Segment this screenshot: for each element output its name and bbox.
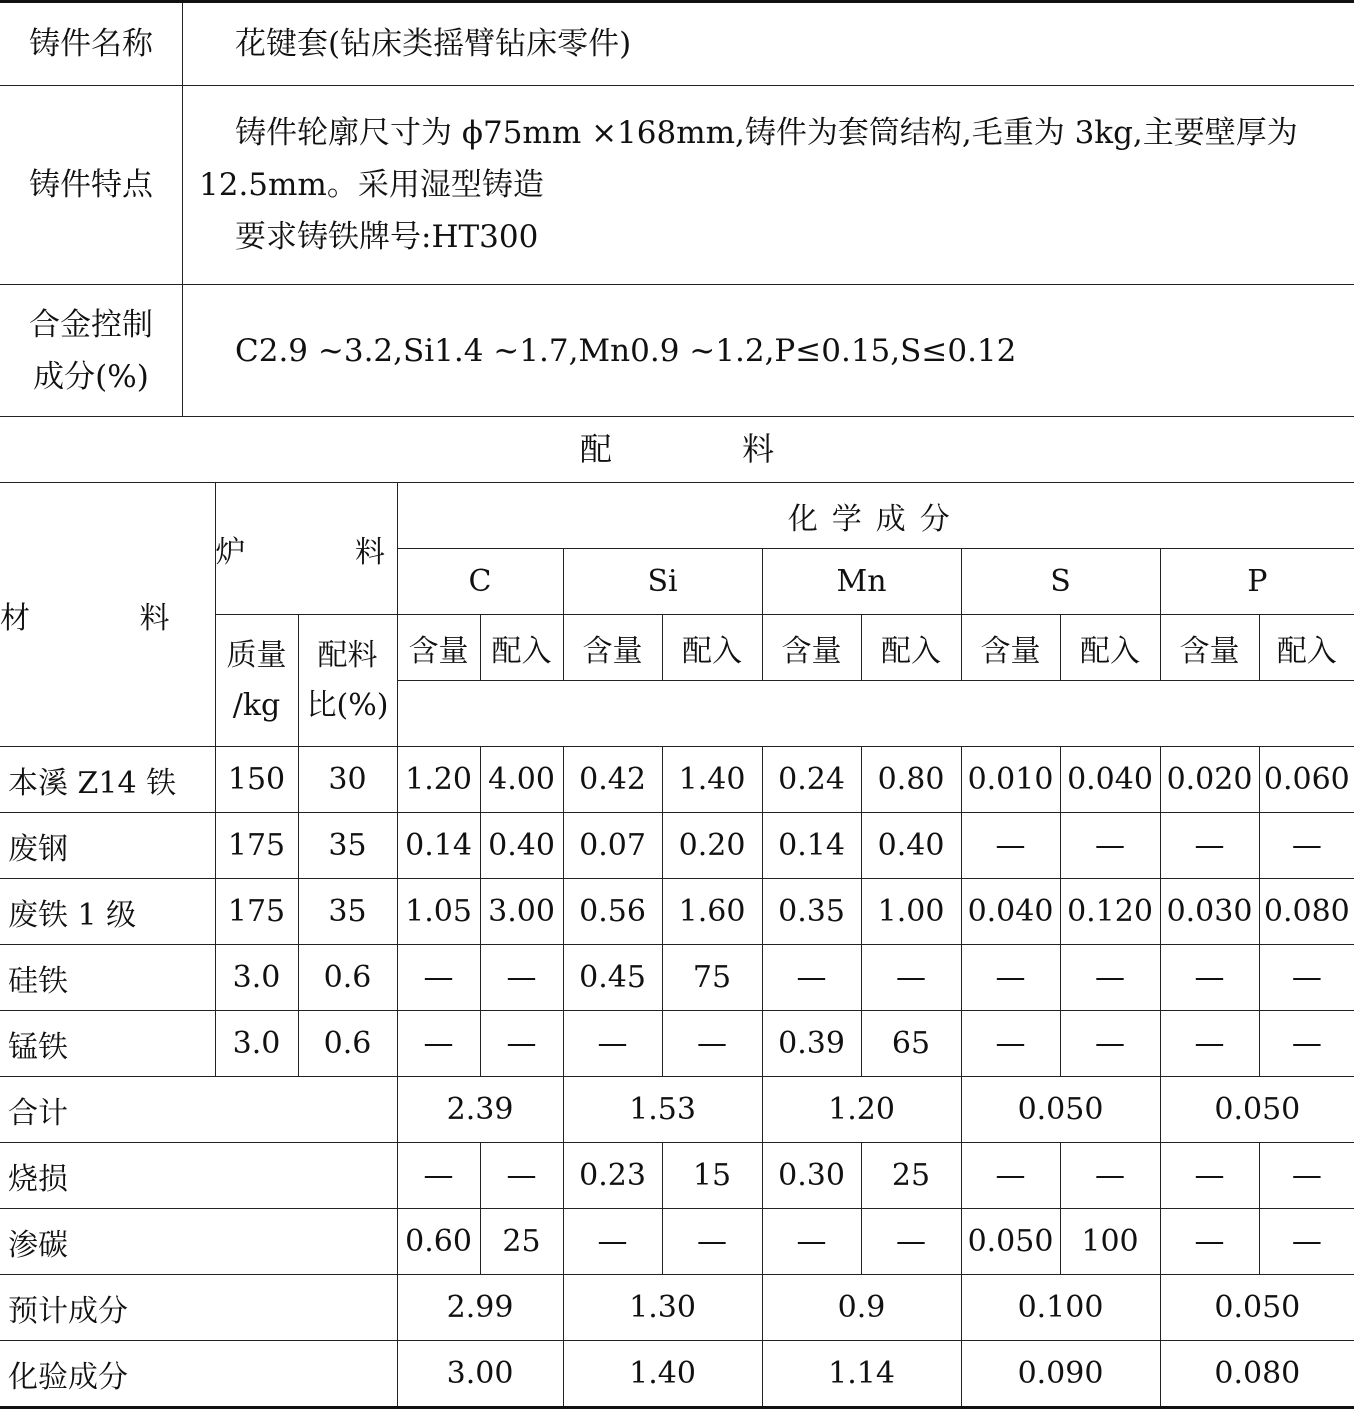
value-cell: 0.60 bbox=[397, 1209, 480, 1275]
value-cell: 4.00 bbox=[480, 747, 563, 813]
tested-label: 化验成分 bbox=[0, 1341, 397, 1408]
value-cell: — bbox=[1160, 945, 1259, 1011]
value-cell: — bbox=[1259, 1143, 1354, 1209]
value-cell: 0.020 bbox=[1160, 747, 1259, 813]
total-row bbox=[0, 1077, 1354, 1143]
value-cell: — bbox=[480, 945, 563, 1011]
casting-info-table bbox=[0, 0, 1354, 417]
value-cell: 0.050 bbox=[1160, 1275, 1354, 1341]
batching-table bbox=[0, 482, 1354, 1409]
mass-cell: 150 bbox=[215, 747, 298, 813]
material-name: 废铁 1 级 bbox=[0, 879, 215, 945]
ratio-cell: 35 bbox=[298, 813, 397, 879]
value-cell: 1.20 bbox=[397, 747, 480, 813]
expected-row bbox=[0, 1275, 1354, 1341]
total-label: 合计 bbox=[0, 1077, 397, 1143]
element-header: Mn bbox=[762, 549, 961, 615]
carb-row bbox=[0, 1209, 1354, 1275]
value-cell: — bbox=[563, 1209, 662, 1275]
value-cell: — bbox=[1160, 1011, 1259, 1077]
mass-cell: 175 bbox=[215, 813, 298, 879]
value-cell: 1.53 bbox=[563, 1077, 762, 1143]
value-cell: 0.40 bbox=[480, 813, 563, 879]
value-cell: — bbox=[480, 1011, 563, 1077]
value-cell: — bbox=[1160, 1209, 1259, 1275]
value-cell: — bbox=[1060, 1143, 1160, 1209]
alloy-control-label: 合金控制 成分(%) bbox=[0, 285, 183, 417]
feature-line-2: 12.5mm。采用湿型铸造 bbox=[199, 167, 544, 203]
value-cell: 0.060 bbox=[1259, 747, 1354, 813]
content-header: 含量 bbox=[1160, 615, 1259, 681]
material-row bbox=[0, 879, 1354, 945]
value-cell: 0.14 bbox=[762, 813, 861, 879]
carb-label: 渗碳 bbox=[0, 1209, 397, 1275]
mass-cell: 3.0 bbox=[215, 1011, 298, 1077]
header-row bbox=[0, 483, 1354, 549]
element-header: S bbox=[961, 549, 1160, 615]
value-cell: — bbox=[961, 945, 1060, 1011]
value-cell: 1.20 bbox=[762, 1077, 961, 1143]
value-cell: 2.99 bbox=[397, 1275, 563, 1341]
casting-name-label: 铸件名称 bbox=[0, 2, 183, 86]
ratio-header: 配料 比(%) bbox=[298, 615, 397, 747]
value-cell: 3.00 bbox=[480, 879, 563, 945]
ratio-cell: 30 bbox=[298, 747, 397, 813]
value-cell: 0.20 bbox=[662, 813, 762, 879]
material-row bbox=[0, 747, 1354, 813]
value-cell: 0.39 bbox=[762, 1011, 861, 1077]
burn-row bbox=[0, 1143, 1354, 1209]
value-cell: 1.40 bbox=[662, 747, 762, 813]
value-cell: 25 bbox=[480, 1209, 563, 1275]
value-cell: 3.00 bbox=[397, 1341, 563, 1408]
value-cell: 1.14 bbox=[762, 1341, 961, 1408]
value-cell: 0.050 bbox=[961, 1077, 1160, 1143]
value-cell: 65 bbox=[861, 1011, 961, 1077]
value-cell: 0.030 bbox=[1160, 879, 1259, 945]
material-name: 本溪 Z14 铁 bbox=[0, 747, 215, 813]
value-cell: 75 bbox=[662, 945, 762, 1011]
content-header: 含量 bbox=[563, 615, 662, 681]
expected-label: 预计成分 bbox=[0, 1275, 397, 1341]
value-cell: — bbox=[1160, 1143, 1259, 1209]
casting-feature-label: 铸件特点 bbox=[0, 86, 183, 285]
chem-header: 化学成分 bbox=[397, 483, 1354, 549]
value-cell: — bbox=[397, 1011, 480, 1077]
value-cell: — bbox=[563, 1011, 662, 1077]
value-cell: — bbox=[1259, 945, 1354, 1011]
value-cell: 0.56 bbox=[563, 879, 662, 945]
burn-label: 烧损 bbox=[0, 1143, 397, 1209]
value-cell: 0.35 bbox=[762, 879, 861, 945]
material-name: 硅铁 bbox=[0, 945, 215, 1011]
value-cell: 1.05 bbox=[397, 879, 480, 945]
value-cell: — bbox=[1160, 813, 1259, 879]
value-cell: — bbox=[1060, 945, 1160, 1011]
value-cell: — bbox=[397, 1143, 480, 1209]
value-cell: — bbox=[1259, 813, 1354, 879]
value-cell: — bbox=[861, 1209, 961, 1275]
mass-header: 质量 /kg bbox=[215, 615, 298, 747]
value-cell: 0.23 bbox=[563, 1143, 662, 1209]
feature-line-1: 铸件轮廓尺寸为 ϕ75mm ×168mm,铸件为套筒结构,毛重为 3kg,主要壁厚为 bbox=[235, 115, 1298, 151]
value-cell: 0.050 bbox=[961, 1209, 1060, 1275]
value-cell: 2.39 bbox=[397, 1077, 563, 1143]
element-header: C bbox=[397, 549, 563, 615]
content-header: 含量 bbox=[762, 615, 861, 681]
value-cell: 25 bbox=[861, 1143, 961, 1209]
value-cell: — bbox=[762, 1209, 861, 1275]
value-cell: — bbox=[662, 1011, 762, 1077]
value-cell: — bbox=[480, 1143, 563, 1209]
value-cell: 1.30 bbox=[563, 1275, 762, 1341]
input-header: 配入 bbox=[861, 615, 961, 681]
value-cell: — bbox=[1060, 1011, 1160, 1077]
value-cell: 0.050 bbox=[1160, 1077, 1354, 1143]
input-header: 配入 bbox=[480, 615, 563, 681]
input-header: 配入 bbox=[1259, 615, 1354, 681]
value-cell: 0.9 bbox=[762, 1275, 961, 1341]
value-cell: 15 bbox=[662, 1143, 762, 1209]
value-cell: — bbox=[961, 1011, 1060, 1077]
value-cell: 0.80 bbox=[861, 747, 961, 813]
ratio-cell: 0.6 bbox=[298, 945, 397, 1011]
value-cell: 0.45 bbox=[563, 945, 662, 1011]
mass-cell: 3.0 bbox=[215, 945, 298, 1011]
input-header: 配入 bbox=[662, 615, 762, 681]
value-cell: 1.00 bbox=[861, 879, 961, 945]
value-cell: 0.080 bbox=[1160, 1341, 1354, 1408]
feature-line-3: 要求铸铁牌号:HT300 bbox=[235, 219, 539, 255]
value-cell: — bbox=[961, 813, 1060, 879]
value-cell: 0.24 bbox=[762, 747, 861, 813]
value-cell: — bbox=[1259, 1011, 1354, 1077]
content-header: 含量 bbox=[397, 615, 480, 681]
charge-header: 炉 料 bbox=[215, 483, 397, 615]
ratio-cell: 35 bbox=[298, 879, 397, 945]
value-cell: — bbox=[1060, 813, 1160, 879]
value-cell: 0.07 bbox=[563, 813, 662, 879]
input-header: 配入 bbox=[1060, 615, 1160, 681]
value-cell: 100 bbox=[1060, 1209, 1160, 1275]
value-cell: 0.100 bbox=[961, 1275, 1160, 1341]
value-cell: 0.090 bbox=[961, 1341, 1160, 1408]
casting-feature-value bbox=[183, 86, 1354, 285]
material-row bbox=[0, 945, 1354, 1011]
value-cell: 1.40 bbox=[563, 1341, 762, 1408]
material-name: 废钢 bbox=[0, 813, 215, 879]
value-cell: 0.120 bbox=[1060, 879, 1160, 945]
element-header: Si bbox=[563, 549, 762, 615]
material-row bbox=[0, 1011, 1354, 1077]
material-name: 锰铁 bbox=[0, 1011, 215, 1077]
content-header: 含量 bbox=[961, 615, 1060, 681]
value-cell: 0.040 bbox=[961, 879, 1060, 945]
value-cell: — bbox=[762, 945, 861, 1011]
element-header: P bbox=[1160, 549, 1354, 615]
ratio-cell: 0.6 bbox=[298, 1011, 397, 1077]
value-cell: 0.40 bbox=[861, 813, 961, 879]
value-cell: — bbox=[961, 1143, 1060, 1209]
tested-row bbox=[0, 1341, 1354, 1408]
value-cell: — bbox=[861, 945, 961, 1011]
mass-cell: 175 bbox=[215, 879, 298, 945]
value-cell: 0.42 bbox=[563, 747, 662, 813]
value-cell: — bbox=[1259, 1209, 1354, 1275]
value-cell: 0.30 bbox=[762, 1143, 861, 1209]
casting-name-value: 花键套(钻床类摇臂钻床零件) bbox=[183, 2, 1354, 86]
value-cell: — bbox=[397, 945, 480, 1011]
alloy-control-value: C2.9 ~3.2,Si1.4 ~1.7,Mn0.9 ~1.2,P≤0.15,S≤0.12 bbox=[183, 285, 1354, 417]
value-cell: 1.60 bbox=[662, 879, 762, 945]
value-cell: 0.080 bbox=[1259, 879, 1354, 945]
value-cell: — bbox=[662, 1209, 762, 1275]
value-cell: 0.14 bbox=[397, 813, 480, 879]
material-header: 材 料 bbox=[0, 483, 215, 747]
section-title: 配 料 bbox=[0, 416, 1354, 483]
header-spacer bbox=[397, 681, 1354, 747]
value-cell: 0.040 bbox=[1060, 747, 1160, 813]
value-cell: 0.010 bbox=[961, 747, 1060, 813]
material-row bbox=[0, 813, 1354, 879]
